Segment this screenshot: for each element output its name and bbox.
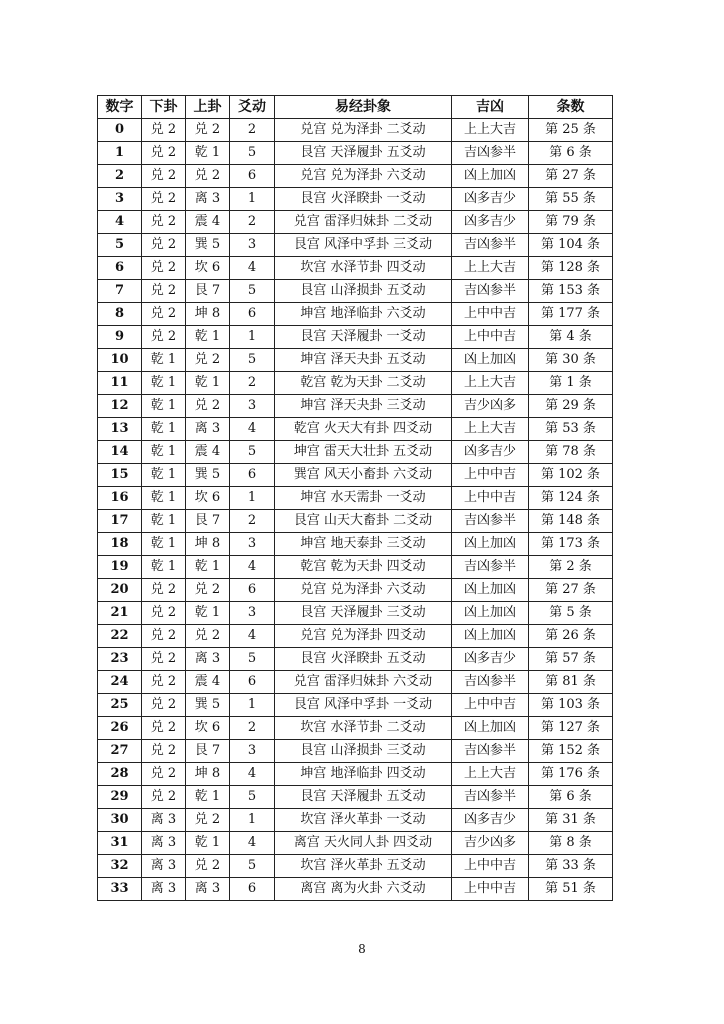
cell-number: 7 — [98, 280, 142, 303]
cell-moving-line: 3 — [230, 395, 275, 418]
cell-entry: 第 27 条 — [529, 165, 613, 188]
cell-entry: 第 78 条 — [529, 441, 613, 464]
cell-fortune: 吉凶参半 — [452, 786, 529, 809]
cell-upper-trigram: 震 4 — [186, 211, 230, 234]
cell-upper-trigram: 兑 2 — [186, 855, 230, 878]
cell-hexagram: 艮宫 风泽中孚卦 三爻动 — [275, 234, 452, 257]
cell-hexagram: 巽宫 风天小畜卦 六爻动 — [275, 464, 452, 487]
table-row — [98, 533, 613, 556]
table-row — [98, 257, 613, 280]
cell-hexagram: 兑宫 雷泽归妹卦 六爻动 — [275, 671, 452, 694]
cell-hexagram: 坎宫 泽火革卦 五爻动 — [275, 855, 452, 878]
cell-moving-line: 1 — [230, 326, 275, 349]
header-hexagram: 易经卦象 — [275, 96, 452, 119]
cell-hexagram: 艮宫 山泽损卦 五爻动 — [275, 280, 452, 303]
cell-upper-trigram: 乾 1 — [186, 142, 230, 165]
cell-lower-trigram: 兑 2 — [142, 119, 186, 142]
table-row — [98, 395, 613, 418]
cell-fortune: 吉凶参半 — [452, 142, 529, 165]
cell-upper-trigram: 离 3 — [186, 188, 230, 211]
cell-number: 25 — [98, 694, 142, 717]
cell-number: 19 — [98, 556, 142, 579]
header-upper-trigram: 上卦 — [186, 96, 230, 119]
cell-number: 29 — [98, 786, 142, 809]
cell-lower-trigram: 乾 1 — [142, 372, 186, 395]
cell-upper-trigram: 坎 6 — [186, 487, 230, 510]
cell-lower-trigram: 兑 2 — [142, 234, 186, 257]
cell-upper-trigram: 巽 5 — [186, 234, 230, 257]
cell-fortune: 凶上加凶 — [452, 533, 529, 556]
cell-lower-trigram: 乾 1 — [142, 349, 186, 372]
cell-moving-line: 3 — [230, 234, 275, 257]
cell-fortune: 凶上加凶 — [452, 165, 529, 188]
cell-moving-line: 2 — [230, 717, 275, 740]
table-row — [98, 487, 613, 510]
cell-hexagram: 坤宫 泽天夬卦 三爻动 — [275, 395, 452, 418]
table-row — [98, 855, 613, 878]
table-row — [98, 119, 613, 142]
hexagram-table — [97, 95, 613, 901]
cell-number: 12 — [98, 395, 142, 418]
cell-hexagram: 坤宫 泽天夬卦 五爻动 — [275, 349, 452, 372]
cell-number: 31 — [98, 832, 142, 855]
cell-lower-trigram: 兑 2 — [142, 165, 186, 188]
cell-upper-trigram: 兑 2 — [186, 625, 230, 648]
cell-fortune: 上上大吉 — [452, 763, 529, 786]
cell-lower-trigram: 乾 1 — [142, 533, 186, 556]
cell-number: 0 — [98, 119, 142, 142]
cell-lower-trigram: 乾 1 — [142, 464, 186, 487]
cell-upper-trigram: 兑 2 — [186, 349, 230, 372]
cell-hexagram: 艮宫 天泽履卦 三爻动 — [275, 602, 452, 625]
cell-entry: 第 31 条 — [529, 809, 613, 832]
cell-moving-line: 4 — [230, 556, 275, 579]
cell-number: 15 — [98, 464, 142, 487]
table-row — [98, 211, 613, 234]
cell-moving-line: 1 — [230, 694, 275, 717]
cell-upper-trigram: 兑 2 — [186, 165, 230, 188]
cell-entry: 第 79 条 — [529, 211, 613, 234]
cell-moving-line: 4 — [230, 257, 275, 280]
cell-moving-line: 3 — [230, 740, 275, 763]
cell-lower-trigram: 离 3 — [142, 855, 186, 878]
table-row — [98, 326, 613, 349]
table-row — [98, 878, 613, 901]
cell-entry: 第 153 条 — [529, 280, 613, 303]
cell-hexagram: 坎宫 泽火革卦 一爻动 — [275, 809, 452, 832]
cell-fortune: 凶多吉少 — [452, 441, 529, 464]
cell-lower-trigram: 兑 2 — [142, 786, 186, 809]
cell-lower-trigram: 兑 2 — [142, 763, 186, 786]
cell-moving-line: 3 — [230, 602, 275, 625]
table-row — [98, 602, 613, 625]
cell-entry: 第 57 条 — [529, 648, 613, 671]
cell-hexagram: 坤宫 地天泰卦 三爻动 — [275, 533, 452, 556]
cell-hexagram: 兑宫 兑为泽卦 六爻动 — [275, 579, 452, 602]
table-row — [98, 372, 613, 395]
cell-fortune: 上中中吉 — [452, 855, 529, 878]
table-row — [98, 556, 613, 579]
cell-fortune: 上中中吉 — [452, 303, 529, 326]
cell-hexagram: 离宫 离为火卦 六爻动 — [275, 878, 452, 901]
cell-moving-line: 2 — [230, 211, 275, 234]
cell-upper-trigram: 坎 6 — [186, 717, 230, 740]
cell-hexagram: 坎宫 水泽节卦 四爻动 — [275, 257, 452, 280]
cell-moving-line: 5 — [230, 648, 275, 671]
cell-number: 13 — [98, 418, 142, 441]
cell-hexagram: 坎宫 水泽节卦 二爻动 — [275, 717, 452, 740]
cell-hexagram: 艮宫 山天大畜卦 二爻动 — [275, 510, 452, 533]
cell-hexagram: 乾宫 乾为天卦 二爻动 — [275, 372, 452, 395]
table-row — [98, 165, 613, 188]
cell-upper-trigram: 坤 8 — [186, 303, 230, 326]
cell-upper-trigram: 离 3 — [186, 648, 230, 671]
cell-upper-trigram: 兑 2 — [186, 119, 230, 142]
cell-moving-line: 2 — [230, 510, 275, 533]
cell-lower-trigram: 兑 2 — [142, 211, 186, 234]
cell-upper-trigram: 乾 1 — [186, 326, 230, 349]
cell-hexagram: 兑宫 兑为泽卦 六爻动 — [275, 165, 452, 188]
cell-number: 27 — [98, 740, 142, 763]
header-number: 数字 — [98, 96, 142, 119]
cell-upper-trigram: 离 3 — [186, 418, 230, 441]
table-row — [98, 763, 613, 786]
cell-entry: 第 6 条 — [529, 142, 613, 165]
cell-moving-line: 6 — [230, 878, 275, 901]
cell-upper-trigram: 乾 1 — [186, 602, 230, 625]
cell-upper-trigram: 巽 5 — [186, 464, 230, 487]
cell-fortune: 凶上加凶 — [452, 625, 529, 648]
cell-entry: 第 8 条 — [529, 832, 613, 855]
table-row — [98, 418, 613, 441]
cell-moving-line: 5 — [230, 280, 275, 303]
cell-entry: 第 128 条 — [529, 257, 613, 280]
cell-moving-line: 5 — [230, 855, 275, 878]
cell-entry: 第 127 条 — [529, 717, 613, 740]
cell-number: 28 — [98, 763, 142, 786]
cell-entry: 第 29 条 — [529, 395, 613, 418]
cell-number: 10 — [98, 349, 142, 372]
cell-hexagram: 坤宫 地泽临卦 六爻动 — [275, 303, 452, 326]
cell-fortune: 吉凶参半 — [452, 556, 529, 579]
cell-entry: 第 53 条 — [529, 418, 613, 441]
cell-fortune: 吉凶参半 — [452, 280, 529, 303]
table-row — [98, 579, 613, 602]
table-row — [98, 717, 613, 740]
cell-hexagram: 乾宫 火天大有卦 四爻动 — [275, 418, 452, 441]
cell-moving-line: 1 — [230, 188, 275, 211]
table-row — [98, 234, 613, 257]
cell-moving-line: 1 — [230, 809, 275, 832]
cell-number: 1 — [98, 142, 142, 165]
cell-hexagram: 艮宫 火泽睽卦 五爻动 — [275, 648, 452, 671]
cell-hexagram: 坤宫 雷天大壮卦 五爻动 — [275, 441, 452, 464]
cell-number: 14 — [98, 441, 142, 464]
cell-moving-line: 2 — [230, 119, 275, 142]
cell-hexagram: 艮宫 火泽睽卦 一爻动 — [275, 188, 452, 211]
cell-upper-trigram: 坤 8 — [186, 533, 230, 556]
cell-lower-trigram: 兑 2 — [142, 648, 186, 671]
cell-entry: 第 1 条 — [529, 372, 613, 395]
cell-upper-trigram: 艮 7 — [186, 280, 230, 303]
cell-lower-trigram: 兑 2 — [142, 717, 186, 740]
cell-entry: 第 55 条 — [529, 188, 613, 211]
cell-fortune: 凶上加凶 — [452, 579, 529, 602]
cell-fortune: 上上大吉 — [452, 372, 529, 395]
cell-entry: 第 51 条 — [529, 878, 613, 901]
cell-moving-line: 4 — [230, 763, 275, 786]
cell-upper-trigram: 兑 2 — [186, 395, 230, 418]
cell-fortune: 上上大吉 — [452, 257, 529, 280]
cell-hexagram: 坤宫 水天需卦 一爻动 — [275, 487, 452, 510]
cell-lower-trigram: 兑 2 — [142, 326, 186, 349]
cell-entry: 第 25 条 — [529, 119, 613, 142]
header-entry: 条数 — [529, 96, 613, 119]
cell-lower-trigram: 乾 1 — [142, 487, 186, 510]
header-fortune: 吉凶 — [452, 96, 529, 119]
cell-fortune: 上中中吉 — [452, 487, 529, 510]
cell-entry: 第 173 条 — [529, 533, 613, 556]
cell-number: 26 — [98, 717, 142, 740]
cell-fortune: 上中中吉 — [452, 326, 529, 349]
cell-lower-trigram: 兑 2 — [142, 579, 186, 602]
table-row — [98, 464, 613, 487]
cell-lower-trigram: 乾 1 — [142, 556, 186, 579]
table-row — [98, 142, 613, 165]
cell-moving-line: 6 — [230, 579, 275, 602]
cell-upper-trigram: 兑 2 — [186, 579, 230, 602]
cell-entry: 第 102 条 — [529, 464, 613, 487]
cell-entry: 第 177 条 — [529, 303, 613, 326]
cell-entry: 第 30 条 — [529, 349, 613, 372]
table-row — [98, 694, 613, 717]
cell-fortune: 凶上加凶 — [452, 717, 529, 740]
cell-lower-trigram: 兑 2 — [142, 602, 186, 625]
cell-number: 21 — [98, 602, 142, 625]
cell-fortune: 上中中吉 — [452, 694, 529, 717]
cell-number: 23 — [98, 648, 142, 671]
cell-entry: 第 81 条 — [529, 671, 613, 694]
cell-lower-trigram: 乾 1 — [142, 418, 186, 441]
table-row — [98, 280, 613, 303]
cell-number: 2 — [98, 165, 142, 188]
cell-number: 3 — [98, 188, 142, 211]
cell-number: 11 — [98, 372, 142, 395]
cell-fortune: 上中中吉 — [452, 464, 529, 487]
cell-entry: 第 103 条 — [529, 694, 613, 717]
cell-moving-line: 6 — [230, 464, 275, 487]
cell-number: 5 — [98, 234, 142, 257]
cell-fortune: 吉少凶多 — [452, 832, 529, 855]
cell-entry: 第 176 条 — [529, 763, 613, 786]
cell-fortune: 凶多吉少 — [452, 211, 529, 234]
cell-moving-line: 5 — [230, 786, 275, 809]
header-lower-trigram: 下卦 — [142, 96, 186, 119]
cell-entry: 第 26 条 — [529, 625, 613, 648]
cell-entry: 第 27 条 — [529, 579, 613, 602]
cell-fortune: 凶多吉少 — [452, 809, 529, 832]
cell-entry: 第 6 条 — [529, 786, 613, 809]
cell-moving-line: 2 — [230, 372, 275, 395]
cell-hexagram: 艮宫 风泽中孚卦 一爻动 — [275, 694, 452, 717]
table-row — [98, 188, 613, 211]
cell-lower-trigram: 兑 2 — [142, 625, 186, 648]
cell-moving-line: 6 — [230, 165, 275, 188]
cell-fortune: 吉凶参半 — [452, 234, 529, 257]
table-row — [98, 648, 613, 671]
cell-hexagram: 坤宫 地泽临卦 四爻动 — [275, 763, 452, 786]
cell-lower-trigram: 兑 2 — [142, 740, 186, 763]
cell-number: 24 — [98, 671, 142, 694]
cell-moving-line: 3 — [230, 533, 275, 556]
cell-lower-trigram: 乾 1 — [142, 395, 186, 418]
table-header-row — [98, 96, 613, 119]
cell-upper-trigram: 乾 1 — [186, 556, 230, 579]
cell-lower-trigram: 兑 2 — [142, 694, 186, 717]
cell-lower-trigram: 兑 2 — [142, 303, 186, 326]
cell-upper-trigram: 坤 8 — [186, 763, 230, 786]
cell-lower-trigram: 兑 2 — [142, 188, 186, 211]
cell-number: 22 — [98, 625, 142, 648]
cell-number: 17 — [98, 510, 142, 533]
table-row — [98, 625, 613, 648]
cell-upper-trigram: 坎 6 — [186, 257, 230, 280]
cell-moving-line: 5 — [230, 349, 275, 372]
cell-upper-trigram: 离 3 — [186, 878, 230, 901]
cell-number: 30 — [98, 809, 142, 832]
cell-moving-line: 5 — [230, 441, 275, 464]
cell-number: 18 — [98, 533, 142, 556]
cell-upper-trigram: 震 4 — [186, 671, 230, 694]
header-moving-line: 爻动 — [230, 96, 275, 119]
cell-lower-trigram: 离 3 — [142, 832, 186, 855]
cell-number: 8 — [98, 303, 142, 326]
cell-entry: 第 5 条 — [529, 602, 613, 625]
table-row — [98, 510, 613, 533]
cell-number: 4 — [98, 211, 142, 234]
cell-fortune: 吉少凶多 — [452, 395, 529, 418]
cell-hexagram: 艮宫 山泽损卦 三爻动 — [275, 740, 452, 763]
cell-hexagram: 艮宫 天泽履卦 一爻动 — [275, 326, 452, 349]
cell-entry: 第 2 条 — [529, 556, 613, 579]
cell-hexagram: 艮宫 天泽履卦 五爻动 — [275, 142, 452, 165]
table-row — [98, 809, 613, 832]
cell-moving-line: 4 — [230, 625, 275, 648]
cell-fortune: 上上大吉 — [452, 418, 529, 441]
cell-number: 6 — [98, 257, 142, 280]
cell-upper-trigram: 乾 1 — [186, 786, 230, 809]
cell-entry: 第 33 条 — [529, 855, 613, 878]
cell-upper-trigram: 艮 7 — [186, 510, 230, 533]
table-row — [98, 740, 613, 763]
table-row — [98, 303, 613, 326]
cell-fortune: 上上大吉 — [452, 119, 529, 142]
cell-hexagram: 乾宫 乾为天卦 四爻动 — [275, 556, 452, 579]
cell-upper-trigram: 兑 2 — [186, 809, 230, 832]
cell-lower-trigram: 兑 2 — [142, 257, 186, 280]
table-row — [98, 786, 613, 809]
cell-entry: 第 148 条 — [529, 510, 613, 533]
cell-entry: 第 104 条 — [529, 234, 613, 257]
cell-moving-line: 6 — [230, 303, 275, 326]
cell-fortune: 吉凶参半 — [452, 740, 529, 763]
cell-moving-line: 5 — [230, 142, 275, 165]
cell-upper-trigram: 震 4 — [186, 441, 230, 464]
cell-hexagram: 兑宫 兑为泽卦 四爻动 — [275, 625, 452, 648]
cell-fortune: 上中中吉 — [452, 878, 529, 901]
cell-number: 16 — [98, 487, 142, 510]
cell-fortune: 凶上加凶 — [452, 602, 529, 625]
cell-lower-trigram: 乾 1 — [142, 510, 186, 533]
cell-hexagram: 兑宫 兑为泽卦 二爻动 — [275, 119, 452, 142]
cell-entry: 第 152 条 — [529, 740, 613, 763]
page-number: 8 — [358, 942, 366, 956]
cell-lower-trigram: 乾 1 — [142, 441, 186, 464]
cell-fortune: 吉凶参半 — [452, 510, 529, 533]
cell-upper-trigram: 乾 1 — [186, 372, 230, 395]
cell-lower-trigram: 兑 2 — [142, 280, 186, 303]
cell-fortune: 凶多吉少 — [452, 188, 529, 211]
cell-entry: 第 124 条 — [529, 487, 613, 510]
cell-number: 33 — [98, 878, 142, 901]
cell-moving-line: 4 — [230, 832, 275, 855]
cell-moving-line: 4 — [230, 418, 275, 441]
cell-entry: 第 4 条 — [529, 326, 613, 349]
cell-upper-trigram: 艮 7 — [186, 740, 230, 763]
cell-lower-trigram: 离 3 — [142, 809, 186, 832]
cell-fortune: 吉凶参半 — [452, 671, 529, 694]
table-body — [98, 119, 613, 901]
cell-number: 20 — [98, 579, 142, 602]
cell-moving-line: 6 — [230, 671, 275, 694]
cell-lower-trigram: 兑 2 — [142, 142, 186, 165]
table-row — [98, 441, 613, 464]
table-row — [98, 671, 613, 694]
table-row — [98, 832, 613, 855]
cell-upper-trigram: 巽 5 — [186, 694, 230, 717]
cell-number: 32 — [98, 855, 142, 878]
cell-hexagram: 离宫 天火同人卦 四爻动 — [275, 832, 452, 855]
cell-lower-trigram: 离 3 — [142, 878, 186, 901]
cell-moving-line: 1 — [230, 487, 275, 510]
table-row — [98, 349, 613, 372]
cell-fortune: 凶上加凶 — [452, 349, 529, 372]
cell-number: 9 — [98, 326, 142, 349]
cell-hexagram: 兑宫 雷泽归妹卦 二爻动 — [275, 211, 452, 234]
cell-fortune: 凶多吉少 — [452, 648, 529, 671]
cell-hexagram: 艮宫 天泽履卦 五爻动 — [275, 786, 452, 809]
cell-upper-trigram: 乾 1 — [186, 832, 230, 855]
cell-lower-trigram: 兑 2 — [142, 671, 186, 694]
